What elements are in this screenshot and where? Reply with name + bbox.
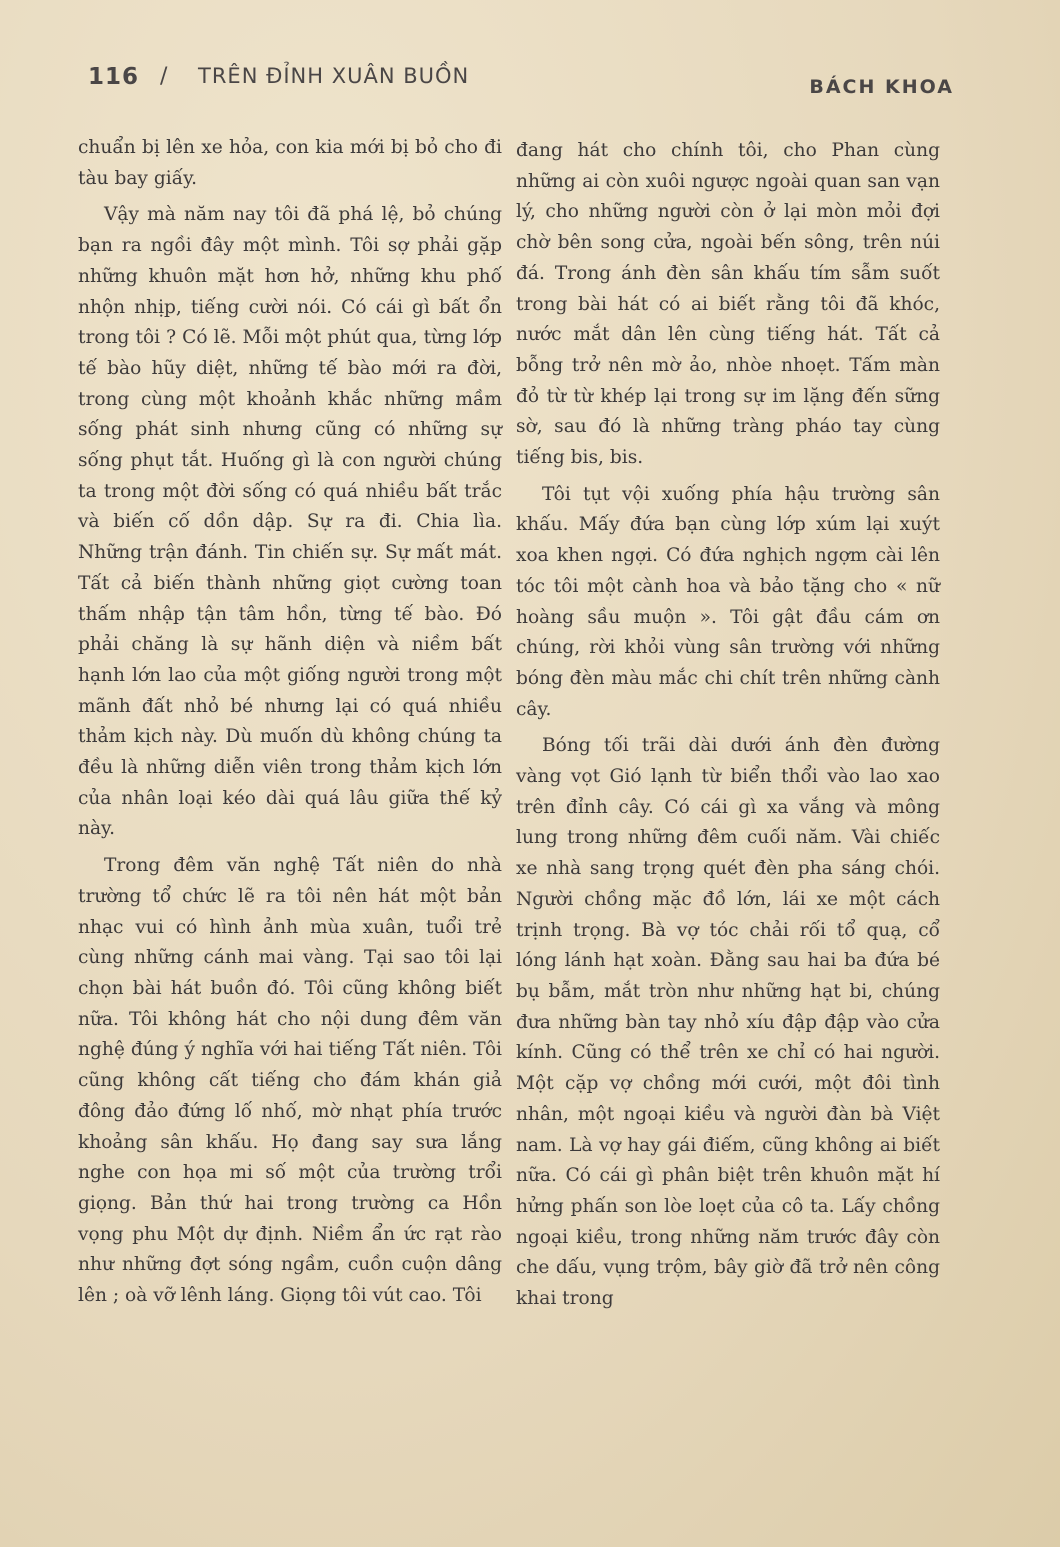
paragraph: chuẩn bị lên xe hỏa, con kia mới bị bỏ cho đi tàu bay giấy. — [78, 137, 502, 189]
page-header — [88, 64, 954, 100]
left-column — [78, 133, 502, 1312]
paragraph: Trong đêm văn nghệ Tất niên do nhà trường tổ chức lẽ ra tôi nên hát một bản nhạc vui có hình ảnh mùa xuân, tuổi trẻ cùng những cánh mai vàng. Tại sao tôi lại chọn bài hát buồn đó. Tôi cũng không biết nữa. Tôi không hát cho nội dung đêm văn nghệ đúng ý nghĩa với hai tiếng Tất niên. Tôi cũng không cất tiếng cho đám khán giả đông đảo đứng lố nhố, mờ nhạt phía trước khoảng sân khấu. Họ đang say sưa lắng nghe con họa mi số một của trường trổi giọng. Bản thứ hai trong trường ca Hồn vọng phu Một dự định. Niềm ẩn ức rạt rào như những đợt sóng ngầm, cuồn cuộn dâng lên ; oà vỡ lênh láng. Giọng tôi vút cao. Tôi — [78, 855, 502, 1307]
paragraph: đang hát cho chính tôi, cho Phan cùng những ai còn xuôi ngược ngoài quan san vạn lý, cho những người còn ở lại mòn mỏi đợi chờ bên song cửa, ngoài bến sông, trên núi đá. Trong ánh đèn sân khấu tím sẫm suốt trong bài hát có ai biết rằng tôi đã khóc, nước mắt dân lên cùng tiếng hát. Tất cả bỗng trở nên mờ ảo, nhòe nhoẹt. Tấm màn đỏ từ từ khép lại trong sự im lặng đến sững sờ, sau đó là những tràng pháo tay cùng tiếng bis, bis. — [516, 140, 940, 469]
right-column — [516, 136, 940, 1315]
page-number: 116 — [88, 64, 140, 90]
paragraph: Bóng tối trãi dài dưới ánh đèn đường vàng vọt Gió lạnh từ biển thổi vào lao xao trên đỉnh cây. Có cái gì xa vắng và mông lung trong những đêm cuối năm. Vài chiếc xe nhà sang trọng quét đèn pha sáng chói. Người chồng mặc đồ lớn, lái xe một cách trịnh trọng. Bà vợ tóc chải rối tổ quạ, cổ lóng lánh hạt xoàn. Đằng sau hai ba đứa bé bụ bẫm, mắt tròn như những hạt bi, chúng đưa những bàn tay nhỏ xíu đập đập vào cửa kính. Cũng có thể trên xe chỉ có hai người. Một cặp vợ chồng mới cưới, một đôi tình nhân, một ngoại kiều và người đàn bà Việt nam. Là vợ hay gái điếm, cũng không ai biết nữa. Có cái gì phân biệt trên khuôn mặt hí hửng phấn son lòe loẹt của cô ta. Lấy chồng ngoại kiều, trong những năm trước đây còn che dấu, vụng trộm, bây giờ đã trở nên công khai trong — [516, 735, 940, 1310]
magazine-name: BÁCH KHOA — [809, 76, 954, 98]
running-title: TRÊN ĐỈNH XUÂN BUỒN — [198, 64, 470, 88]
paragraph: Vậy mà năm nay tôi đã phá lệ, bỏ chúng bạn ra ngồi đây một mình. Tôi sợ phải gặp những khuôn mặt hơn hở, những khu phố nhộn nhịp, tiếng cười nói. Có cái gì bất ổn trong tôi ? Có lẽ. Mỗi một phút qua, từng lớp tế bào hũy diệt, những tế bào mới ra đời, trong cùng một khoảnh khắc những mầm sống phát sinh nhưng cũng có những sự sống phụt tắt. Huống gì là con người chúng ta trong một đời sống có quá nhiều bất trắc và biến cố dồn dập. Sự ra đi. Chia lìa. Những trận đánh. Tin chiến sự. Sự mất mát. Tất cả biến thành những giọt cường toan thấm nhập tận tâm hồn, từng tế bào. Đó phải chăng là sự hãnh diện và niềm bất hạnh lớn lao của một giống người trong một mãnh đất nhỏ bé nhưng lại có quá nhiều thảm kịch này. Dù muốn dù không chúng ta đều là những diễn viên trong thảm kịch lớn của nhân loại kéo dài quá lâu giữa thế kỷ này. — [78, 204, 502, 840]
paragraph: Tôi tụt vội xuống phía hậu trường sân khấu. Mấy đứa bạn cùng lớp xúm lại xuýt xoa khen ngợi. Có đứa nghịch ngợm cài lên tóc tôi một cành hoa và bảo tặng cho « nữ hoàng sầu muộn ». Tôi gật đầu cám ơn chúng, rời khỏi vùng sân trường với những bóng đèn màu mắc chi chít trên những cành cây. — [516, 483, 940, 720]
header-separator: / — [160, 64, 168, 89]
